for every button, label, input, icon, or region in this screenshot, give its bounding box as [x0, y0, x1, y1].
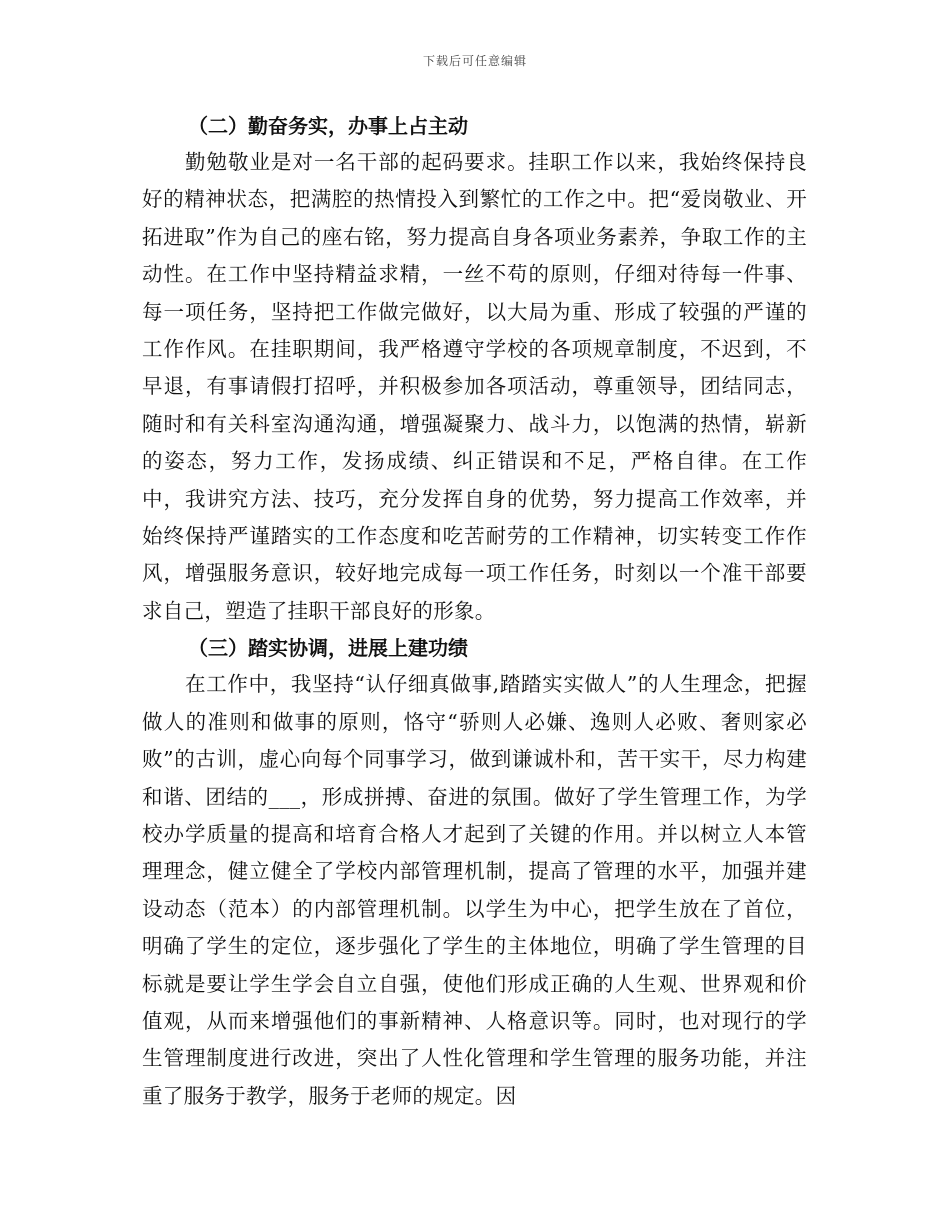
page-header: 下载后可任意编辑	[422, 54, 527, 68]
document-body	[142, 108, 807, 1115]
section-heading: （三）踏实协调，进展上建功绩	[188, 636, 468, 661]
section-paragraph: 在工作中，我坚持“认仔细真做事,踏踏实实做人”的人生理念，把握做人的准则和做事的原则，恪守“骄则人必嫌、逸则人必败、奢则家必败”的古训，虚心向每个同事学习，做到谦诚朴和，苦干实干，尽力构建和谐、团结的___，形成拼搏、奋进的氛围。做好了学生管理工作，为学校办学质量的提高和培育合格人才起到了关键的作用。并以树立人本管理理念，健立健全了学校内部管理机制，提高了管理的水平，加强并建设动态（范本）的内部管理机制。以学生为中心，把学生放在了首位，明确了学生的定位，逐步强化了学生的主体地位，明确了学生管理的目标就是要让学生学会自立自强，使他们形成正确的人生观、世界观和价值观，从而来增强他们的事新精神、人格意识等。同时，也对现行的学生管理制度进行改进，突出了人性化管理和学生管理的服务功能，并注重了服务于教学，服务于老师的规定。因	[142, 672, 807, 1108]
section-three	[142, 630, 807, 1115]
section-two	[142, 108, 807, 630]
section-heading: （二）勤奋务实，办事上占主动	[188, 114, 468, 138]
section-paragraph: 勤勉敬业是对一名干部的起码要求。挂职工作以来，我始终保持良好的精神状态，把满腔的热情投入到繁忙的工作之中。把“爱岗敬业、开拓进取”作为自己的座右铭，努力提高自身各项业务素养，争取工作的主动性。在工作中坚持精益求精，一丝不苟的原则，仔细对待每一件事、每一项任务，坚持把工作做完做好，以大局为重、形成了较强的严谨的工作作风。在挂职期间，我严格遵守学校的各项规章制度，不迟到，不早退，有事请假打招呼，并积极参加各项活动，尊重领导，团结同志，随时和有关科室沟通沟通，增强凝聚力、战斗力，以饱满的热情，崭新的姿态，努力工作，发扬成绩、纠正错误和不足，严格自律。在工作中，我讲究方法、技巧，充分发挥自身的优势，努力提高工作效率，并始终保持严谨踏实的工作态度和吃苦耐劳的工作精神，切实转变工作作风，增强服务意识，较好地完成每一项工作任务，时刻以一个准干部要求自己，塑造了挂职干部良好的形象。	[142, 150, 807, 623]
